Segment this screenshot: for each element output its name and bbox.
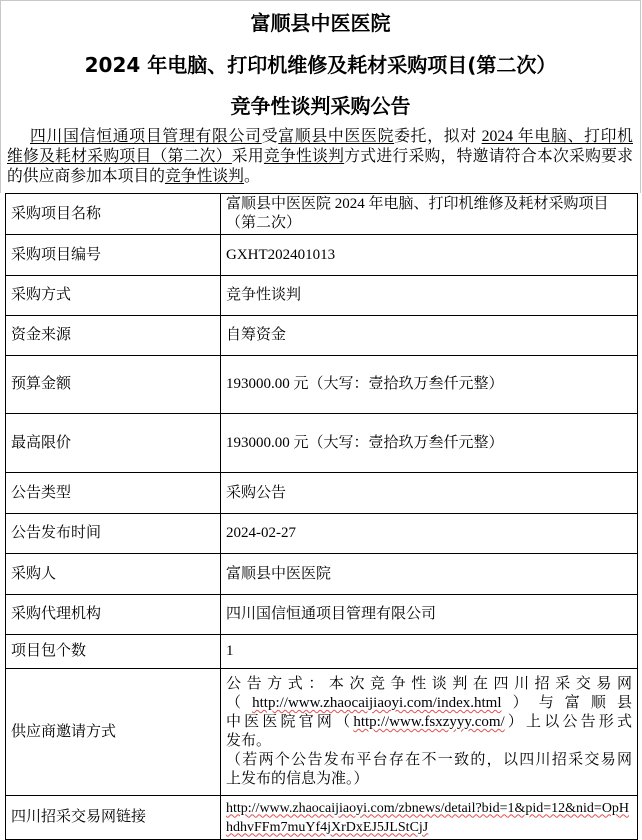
invitation-line [226, 694, 632, 713]
url-link[interactable]: http://www.fsxzyyy.com/ [353, 714, 505, 730]
text-segment: 受 [261, 128, 279, 145]
text-segment: 的供应商参加本项目的 [7, 168, 165, 185]
table-row-website-link [6, 796, 638, 840]
underlined-text: 竞争性谈判 [263, 148, 345, 165]
underlined-text: 维修及耗材采购项目（第二次） [7, 148, 232, 165]
text-segment: ）上以公告形式 [504, 714, 632, 730]
row-value: 富顺县中医医院 2024 年电脑、打印机维修及耗材采购项目（第二次） [221, 194, 638, 235]
intro-line [7, 167, 633, 187]
row-value: 富顺县中医医院 [221, 554, 638, 595]
intro-line [7, 127, 633, 147]
row-label: 资金来源 [6, 316, 221, 356]
underlined-text: 2024 年电脑、打印机 [481, 128, 633, 145]
text-segment: 上发布的信息为准。） [226, 771, 369, 787]
table-row-project-number [6, 235, 638, 276]
text-segment: （若两个公告发布平台存在不一致的，以四川招采交易网 [226, 752, 632, 768]
row-label: 最高限价 [6, 414, 221, 473]
row-value [221, 669, 638, 796]
info-table [5, 193, 638, 840]
row-label: 采购方式 [6, 276, 221, 316]
notice-title: 竞争性谈判采购公告 [230, 94, 411, 118]
text-segment: 委托，拟对 [394, 128, 482, 145]
invitation-paragraph [226, 675, 632, 751]
table-row-procurement-method [6, 276, 638, 316]
text-segment: 公告方式：本次竞争性谈判在四川招采交易网 [226, 676, 632, 692]
text-segment: ）与富顺县 [501, 695, 632, 711]
row-value [221, 796, 638, 840]
row-label: 采购代理机构 [6, 595, 221, 635]
row-value: 2024-02-27 [221, 514, 638, 554]
invitation-line [226, 713, 632, 732]
row-value: 四川国信恒通项目管理有限公司 [221, 595, 638, 635]
row-value: GXHT202401013 [221, 235, 638, 276]
table-row-budget [6, 356, 638, 414]
text-segment: 方式进行采购，特邀请符合本次采购要求 [344, 148, 633, 165]
table-row-purchaser [6, 554, 638, 595]
table-row-project-name [6, 194, 638, 235]
text-segment: （ [226, 695, 253, 711]
invitation-line [226, 732, 632, 751]
row-label: 供应商邀请方式 [6, 669, 221, 796]
table-row-fund-source [6, 316, 638, 356]
invitation-line [226, 675, 632, 694]
row-label: 采购项目编号 [6, 235, 221, 276]
row-value: 1 [221, 635, 638, 669]
underlined-text: 四川国信恒通项目管理有限公司 [30, 128, 262, 145]
row-label: 采购人 [6, 554, 221, 595]
table-row-max-price [6, 414, 638, 473]
table-row-notice-type [6, 473, 638, 514]
project-title: 2024 年电脑、打印机维修及耗材采购项目(第二次） [84, 53, 557, 77]
row-label: 四川招采交易网链接 [6, 796, 221, 840]
row-value: 193000.00 元（大写：壹拾玖万叁仟元整） [221, 414, 638, 473]
url-link[interactable]: http://www.zhaocaijiaoyi.com/index.html [252, 695, 502, 711]
intro-paragraph [7, 127, 633, 187]
row-label: 项目包个数 [6, 635, 221, 669]
table-row-package-count [6, 635, 638, 669]
detail-url-link[interactable]: http://www.zhaocaijiaoyi.com/zbnews/detail?bid=1&pid=12&nid=OpHhdhvFFm7muYf4jXrDxEJ5JLStCjJ [226, 800, 630, 835]
underlined-text: 富顺县中医医院 [278, 128, 395, 145]
hospital-name: 富顺县中医医院 [250, 11, 391, 35]
row-label: 公告发布时间 [6, 514, 221, 554]
row-label: 公告类型 [6, 473, 221, 514]
table-row-invitation-method [6, 669, 638, 796]
row-value: 193000.00 元（大写：壹拾玖万叁仟元整） [221, 356, 638, 414]
invitation-line [226, 751, 632, 770]
intro-line [7, 147, 633, 167]
text-segment: 中医医院官网（ [226, 714, 354, 730]
row-label: 预算金额 [6, 356, 221, 414]
invitation-paragraph [226, 751, 632, 789]
row-value: 采购公告 [221, 473, 638, 514]
text-segment: 采用 [231, 148, 264, 165]
row-value: 竞争性谈判 [221, 276, 638, 316]
table-row-publish-date [6, 514, 638, 554]
row-value: 自筹资金 [221, 316, 638, 356]
text-segment: 。 [243, 168, 260, 185]
text-segment: 发布。 [226, 733, 272, 749]
underlined-text: 竞争性谈判 [164, 168, 244, 185]
invitation-line [226, 770, 632, 789]
row-label: 采购项目名称 [6, 194, 221, 235]
table-row-agency [6, 595, 638, 635]
